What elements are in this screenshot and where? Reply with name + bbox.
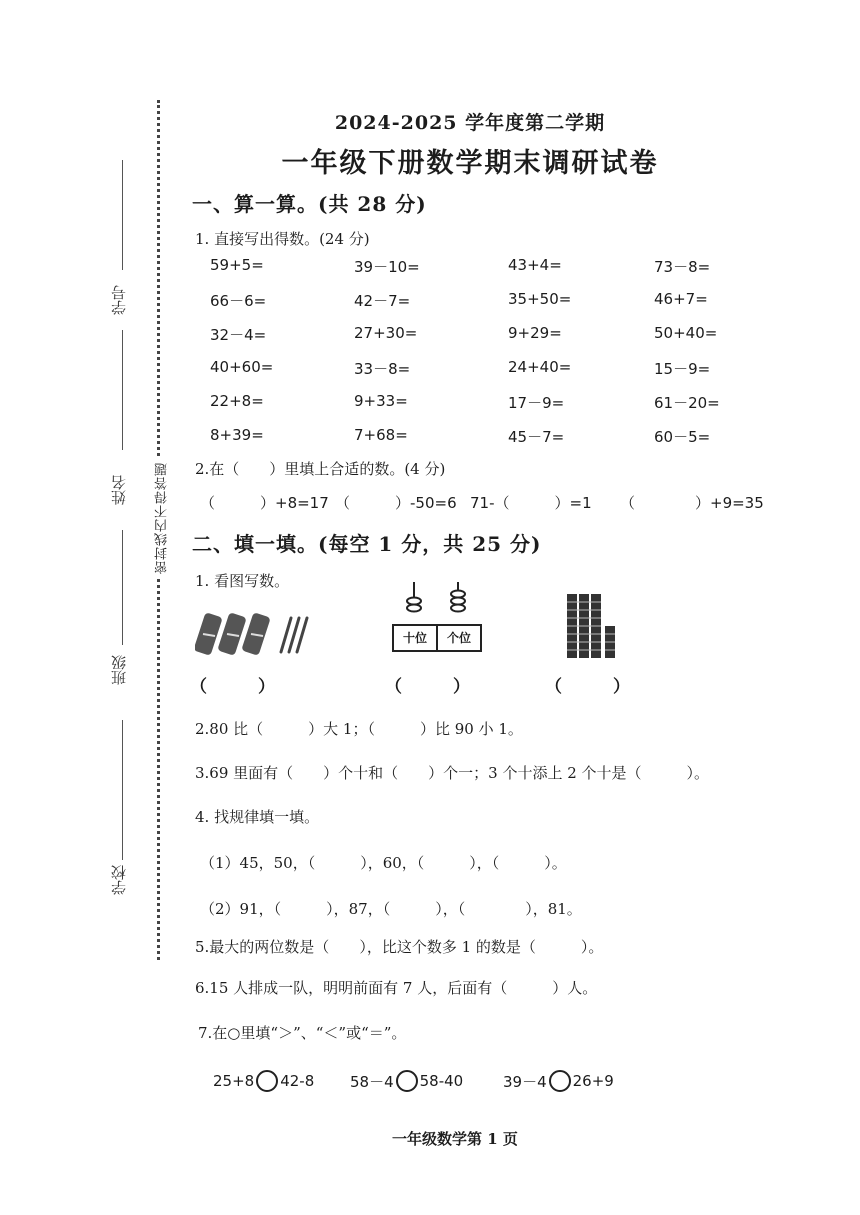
class-line <box>122 720 123 860</box>
bundle-icon <box>195 612 223 656</box>
bundle-icon <box>241 612 270 656</box>
term-title: 2024-2025 学年度第二学期 <box>334 112 606 134</box>
calc-row <box>210 290 770 324</box>
page-footer: 一年级数学第 1 页 <box>392 1130 518 1148</box>
calc-item: 60－5= <box>654 428 711 446</box>
section2-q1-title: 1. 看图写数。 <box>195 572 290 590</box>
calc-row <box>210 358 770 392</box>
compare-left: 39－4 <box>503 1072 547 1091</box>
calc-row <box>210 324 770 358</box>
section2-q4-1: （1）45，50，（ ），60，（ ），（ ）。 <box>200 854 567 872</box>
calc-item: 42－7= <box>354 292 411 310</box>
calc-item: 40+60= <box>210 358 274 376</box>
calc-item: 43+4= <box>508 256 562 274</box>
compare-circle[interactable] <box>256 1070 278 1092</box>
calc-item: 22+8= <box>210 392 264 410</box>
calc-item: 17－9= <box>508 394 565 412</box>
q2-item: （ ）+8=17 <box>200 494 329 512</box>
section2-heading: 二、填一填。(每空 1 分，共 25 分) <box>192 532 542 556</box>
calc-item: 50+40= <box>654 324 718 342</box>
section2-q2: 2.80 比（ ）大 1；（ ）比 90 小 1。 <box>195 720 523 738</box>
calc-item: 7+68= <box>354 426 408 444</box>
section2-q3: 3.69 里面有（ ）个十和（ ）个一；3 个十添上 2 个十是（ ）。 <box>195 764 710 782</box>
stick-icon <box>281 618 307 652</box>
calc-item: 8+39= <box>210 426 264 444</box>
compare-left: 25+8 <box>213 1072 255 1090</box>
answer-blank-3[interactable]: （ ） <box>545 677 630 697</box>
abacus-base <box>392 624 482 652</box>
counting-blocks-picture <box>565 592 617 660</box>
section2-q6: 6.15 人排成一队，明明前面有 7 人，后面有（ ）人。 <box>195 979 598 997</box>
calc-item: 39－10= <box>354 258 420 276</box>
calc-row <box>210 392 770 426</box>
abacus-picture <box>392 612 480 656</box>
class-label: 班级 <box>110 655 128 685</box>
calc-item: 35+50= <box>508 290 572 308</box>
calc-item: 46+7= <box>654 290 708 308</box>
calc-item: 45－7= <box>508 428 565 446</box>
calc-item: 73－8= <box>654 258 711 276</box>
calc-item: 66－6= <box>210 292 267 310</box>
abacus-bead <box>407 605 421 612</box>
answer-blank-2[interactable]: （ ） <box>385 677 470 697</box>
section1-q1-title: 1. 直接写出得数。(24 分) <box>195 230 370 248</box>
section2-q4-title: 4. 找规律填一填。 <box>195 808 320 826</box>
abacus-bead <box>451 605 465 612</box>
compare-right: 42-8 <box>280 1072 315 1090</box>
page-title: 一年级下册数学期末调研试卷 <box>281 148 659 179</box>
answer-blank-1[interactable]: （ ） <box>190 677 275 697</box>
calc-grid <box>210 256 770 460</box>
calc-item: 9+33= <box>354 392 408 410</box>
section2-q4-2: （2）91，（ ），87，（ ），（ ），81。 <box>200 900 582 918</box>
name-line <box>122 530 123 645</box>
calc-row <box>210 426 770 460</box>
compare-item <box>213 1070 350 1092</box>
name-label: 姓名 <box>110 475 128 505</box>
abacus-bead <box>451 591 465 598</box>
compare-left: 58－4 <box>350 1072 394 1091</box>
student-id-line-lower <box>122 330 123 450</box>
section2-q7-title: 7.在○里填“＞”、“＜”或“＝”。 <box>198 1024 407 1042</box>
calc-item: 61－20= <box>654 394 720 412</box>
calc-item: 32－4= <box>210 326 267 344</box>
section1-heading: 一、算一算。(共 28 分) <box>192 192 427 216</box>
calc-item: 59+5= <box>210 256 264 274</box>
compare-item <box>503 1070 614 1092</box>
calc-item: 27+30= <box>354 324 418 342</box>
school-label: 学校 <box>110 865 128 895</box>
calc-item: 9+29= <box>508 324 562 342</box>
compare-circle[interactable] <box>396 1070 418 1092</box>
compare-right: 26+9 <box>572 1072 614 1090</box>
calc-item: 33－8= <box>354 360 411 378</box>
compare-right: 58-40 <box>419 1072 464 1090</box>
compare-item <box>350 1070 503 1092</box>
section1-q2-title: 2.在（ ）里填上合适的数。(4 分) <box>195 460 446 478</box>
q2-item: （ ）+9=35 <box>620 494 764 512</box>
section2-q5: 5.最大的两位数是（ ），比这个数多 1 的数是（ ）。 <box>195 938 604 956</box>
abacus-bead <box>407 598 421 605</box>
compare-items <box>213 1070 614 1092</box>
seal-text: 密封线内不得答题 <box>153 458 172 578</box>
calc-item: 15－9= <box>654 360 711 378</box>
abacus-ones-label: 个位 <box>446 631 471 645</box>
unit-cube-icon <box>605 626 615 658</box>
abacus-tens-label: 十位 <box>394 626 438 650</box>
abacus-bead <box>451 598 465 605</box>
q2-item: （ ）-50=6 <box>335 494 457 512</box>
q2-items <box>200 492 764 513</box>
q2-item: 71-（ ）=1 <box>470 494 592 512</box>
calc-item: 24+40= <box>508 358 572 376</box>
sticks-bundle-picture <box>195 612 315 657</box>
student-id-label: 学号 <box>110 285 128 315</box>
bundle-icon <box>217 612 246 656</box>
compare-circle[interactable] <box>549 1070 571 1092</box>
calc-row <box>210 256 770 290</box>
